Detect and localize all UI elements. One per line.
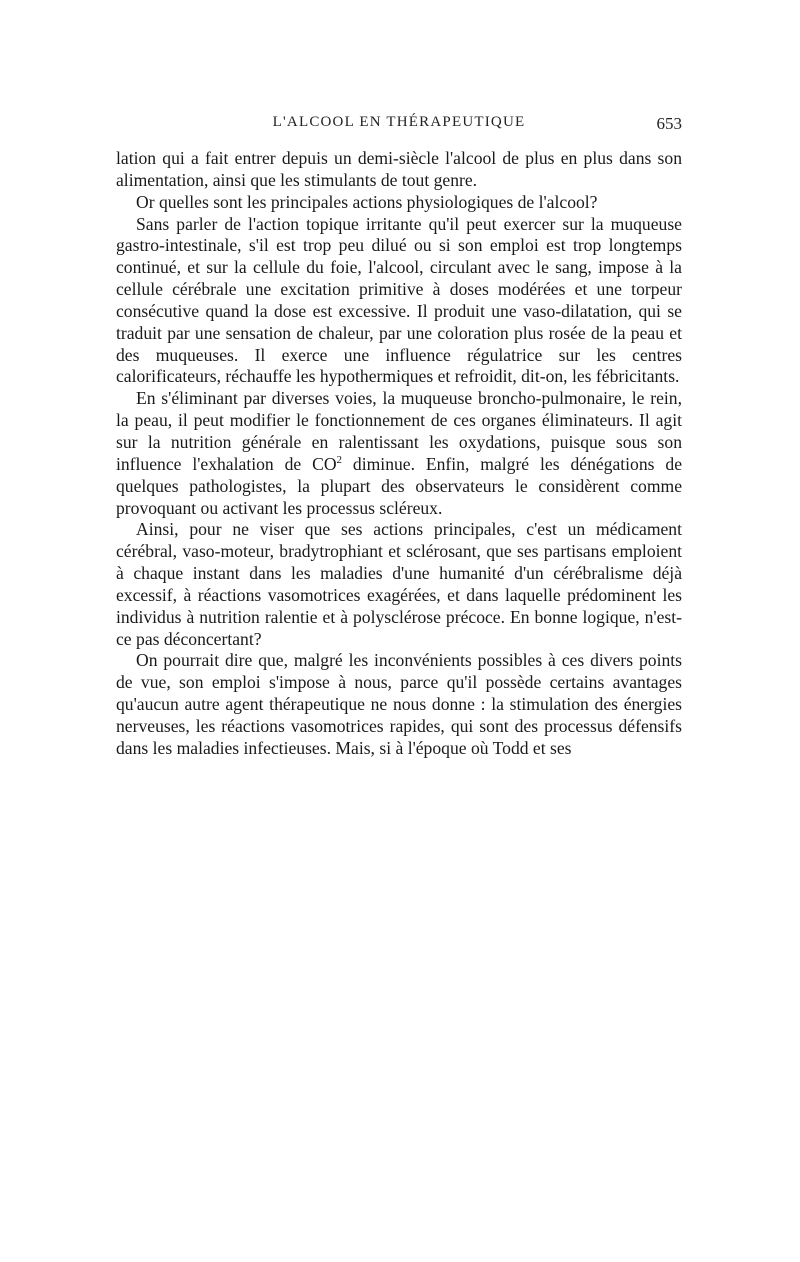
paragraph-4 [116,388,682,519]
paragraph-1: lation qui a fait entrer depuis un demi-siècle l'alcool de plus en plus dans son alimentation, ainsi que les stimulants de tout genre. [116,148,682,190]
paragraph-4-text-before: En s'éliminant par diverses voies, la muqueuse broncho-pulmonaire, le rein, la peau, il peut modifier le fonctionnement de ces organes éliminateurs. Il agit sur la nutrition générale en ralentissant les oxydations, puisque sous son influence l'exhalation de CO [116,388,682,474]
page-number: 653 [656,114,682,133]
page-header [116,114,682,138]
body-text [116,148,682,760]
paragraph-4-text-after: diminue. Enfin, malgré les dénégations de quelques pathologistes, la plupart des observateurs le considèrent comme provoquant ou activant les processus scléreux. [116,453,682,518]
paragraph-3: Sans parler de l'action topique irritante qu'il peut exercer sur la muqueuse gastro-intestinale, s'il est trop peu dilué ou si son emploi est trop longtemps continué, et sur la cellule du foie, l'alcool, circulant avec le sang, impose à la cellule cérébrale une excitation primitive à doses modérées et une torpeur consécutive quand la dose est excessive. Il produit une vaso-dilatation, qui se traduit par une sensation de chaleur, par une coloration plus rosée de la peau et des muqueuses. Il exerce une influence régulatrice sur les centres calorificateurs, réchauffe les hypothermiques et refroidit, dit-on, les fébricitants. [116,213,682,387]
superscript-2: 2 [336,453,343,466]
paragraph-2: Or quelles sont les principales actions physiologiques de l'alcool? [136,191,598,212]
running-title: L'ALCOOL EN THÉRAPEUTIQUE [272,114,526,130]
paragraph-5: Ainsi, pour ne viser que ses actions principales, c'est un médicament cérébral, vaso-moteur, bradytrophiant et sclérosant, que ses partisans emploient à chaque instant dans les maladies d'une humanité d'un cérébralisme déjà excessif, à réactions vasomotrices exagérées, et dans laquelle prédominent les individus à nutrition ralentie et à polysclérose précoce. En bonne logique, n'est-ce pas déconcertant? [116,519,682,649]
paragraph-6: On pourrait dire que, malgré les inconvénients possibles à ces divers points de vue, son emploi s'impose à nous, parce qu'il possède certains avantages qu'aucun autre agent thérapeutique ne nous donne : la stimulation des énergies nerveuses, les réactions vasomotrices rapides, qui sont des processus défensifs dans les maladies infectieuses. Mais, si à l'époque où Todd et ses [116,650,682,758]
